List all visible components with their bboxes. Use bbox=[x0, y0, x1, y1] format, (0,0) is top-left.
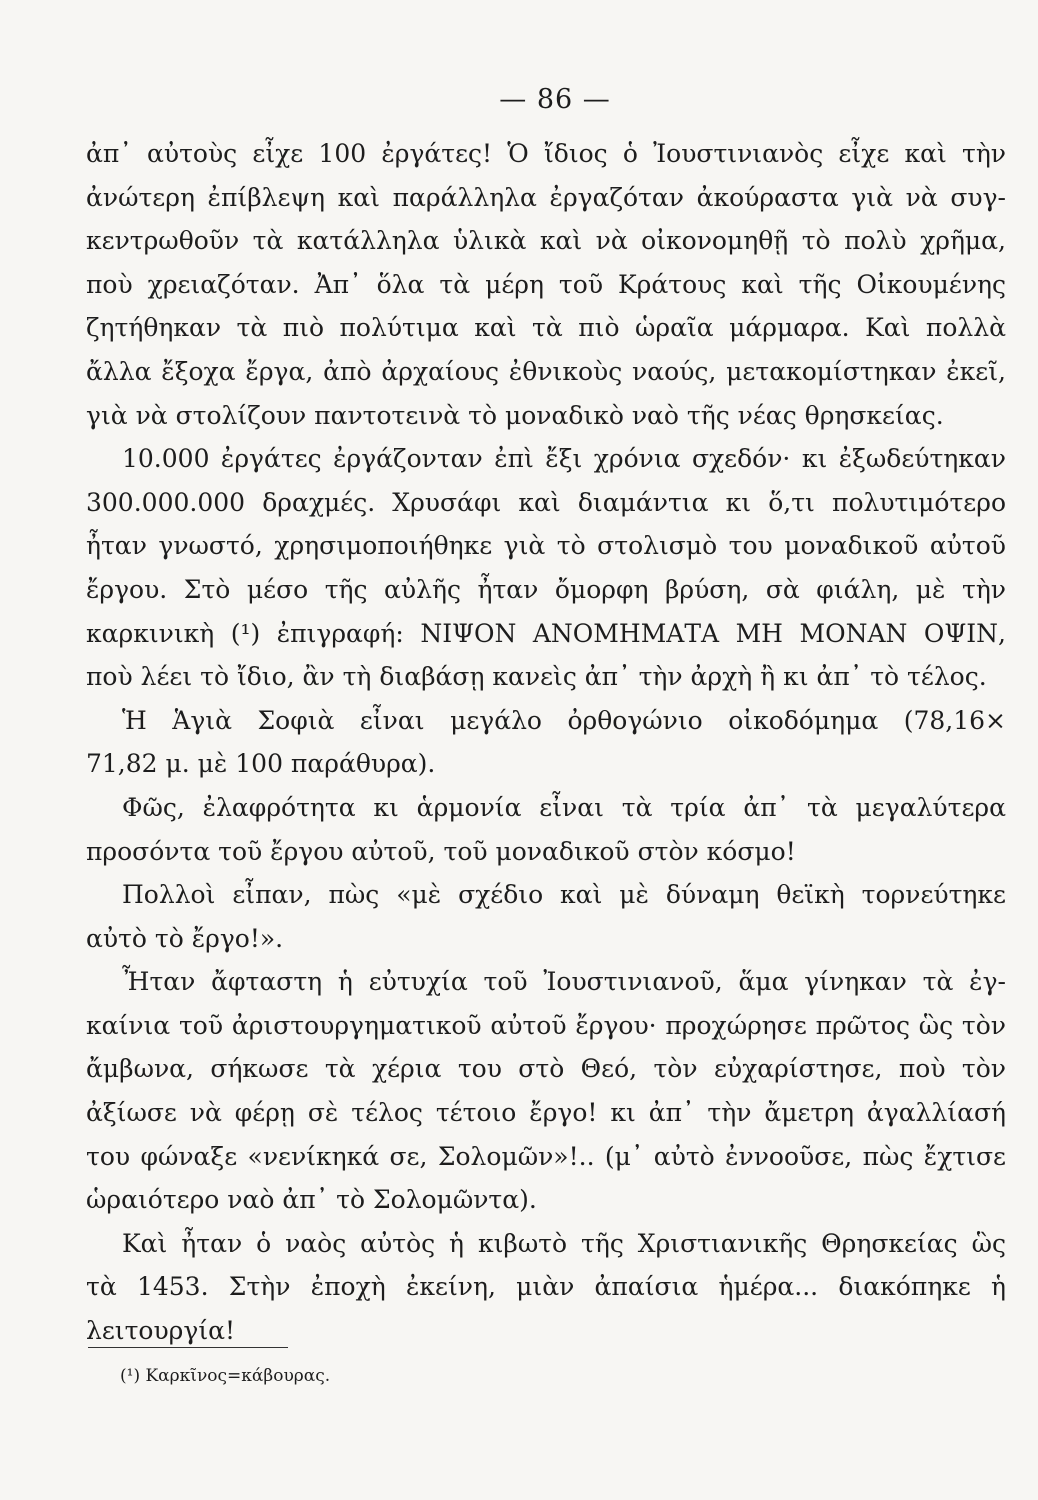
page-number: — 86 — bbox=[499, 84, 611, 115]
footnote: (¹) Καρκῖνος=κάβουρας. bbox=[120, 1366, 331, 1386]
text-line: αὐτὸ τὸ ἔργο!». bbox=[86, 923, 284, 953]
text-line: Καὶ ἦταν ὁ ναὸς αὐτὸς ἡ κιβωτὸ τῆς Χριστιανικῆς Θρησκείας ὣς bbox=[122, 1228, 1006, 1258]
text-line: γιὰ νὰ στολίζουν παντοτεινὰ τὸ μοναδικὸ ναὸ τῆς νέας θρησκείας. bbox=[86, 400, 944, 430]
text-line: 300.000.000 δραχμές. Χρυσάφι καὶ διαμάντια κι ὅ,τι πολυτιμότερο bbox=[86, 487, 1006, 517]
text-line: ἦταν γνωστό, χρησιμοποιήθηκε γιὰ τὸ στολισμὸ του μοναδικοῦ αὐτοῦ bbox=[86, 531, 1006, 561]
text-line: Ἡ Ἁγιὰ Σοφιὰ εἶναι μεγάλο ὀρθογώνιο οἰκοδόμημα (78,16× bbox=[122, 705, 1006, 735]
text-line: Ἦταν ἄφταστη ἡ εὐτυχία τοῦ Ἰουστινιανοῦ, ἅμα γίνηκαν τὰ ἐγ- bbox=[122, 967, 1006, 997]
text-line: του φώναξε «νενίκηκά σε, Σολομῶν»!.. (μ᾽ αὐτὸ ἐννοοῦσε, πὼς ἔχτισε bbox=[86, 1141, 1006, 1171]
text-line: λειτουργία! bbox=[86, 1316, 236, 1346]
text-line: καίνια τοῦ ἀριστουργηματικοῦ αὐτοῦ ἔργου· προχώρησε πρῶτος ὣς τὸν bbox=[86, 1010, 1006, 1040]
text-line: ποὺ λέει τὸ ἴδιο, ἂν τὴ διαβάσῃ κανεὶς ἀπ᾽ τὴν ἀρχὴ ἢ κι ἀπ᾽ τὸ τέλος. bbox=[86, 662, 987, 692]
text-line: προσόντα τοῦ ἔργου αὐτοῦ, τοῦ μοναδικοῦ στὸν κόσμο! bbox=[86, 836, 796, 866]
text-line: ἄλλα ἔξοχα ἔργα, ἀπὸ ἀρχαίους ἐθνικοὺς ναούς, μετακομίστηκαν ἐκεῖ, bbox=[86, 356, 1006, 386]
text-line: Φῶς, ἐλαφρότητα κι ἁρμονία εἶναι τὰ τρία ἀπ᾽ τὰ μεγαλύτερα bbox=[122, 792, 1006, 822]
text-line: 10.000 ἐργάτες ἐργάζονταν ἐπὶ ἔξι χρόνια σχεδόν· κι ἐξωδεύτηκαν bbox=[122, 444, 1006, 474]
text-line: ἀπ᾽ αὐτοὺς εἶχε 100 ἐργάτες! Ὁ ἴδιος ὁ Ἰουστινιανὸς εἶχε καὶ τὴν bbox=[86, 139, 1006, 168]
text-line: ὡραιότερο ναὸ ἀπ᾽ τὸ Σολομῶντα). bbox=[86, 1185, 537, 1215]
text-line: καρκινικὴ (¹) ἐπιγραφή: ΝΙΨΟΝ ΑΝΟΜΗΜΑΤΑ ΜΗ ΜΟΝΑΝ ΟΨΙΝ, bbox=[86, 618, 1006, 648]
text-line: τὰ 1453. Στὴν ἐποχὴ ἐκείνη, μιὰν ἀπαίσια ἡμέρα... διακόπηκε ἡ bbox=[86, 1272, 1006, 1302]
footnote-divider bbox=[88, 1347, 288, 1348]
text-line: ἀξίωσε νὰ φέρῃ σὲ τέλος τέτοιο ἔργο! κι ἀπ᾽ τὴν ἄμετρη ἀγαλλίασή bbox=[86, 1098, 1006, 1128]
text-line: Πολλοὶ εἶπαν, πὼς «μὲ σχέδιο καὶ μὲ δύναμη θεϊκὴ τορνεύτηκε bbox=[122, 880, 1006, 910]
text-line: ποὺ χρειαζόταν. Ἀπ᾽ ὅλα τὰ μέρη τοῦ Κράτους καὶ τῆς Οἰκουμένης bbox=[86, 269, 1006, 299]
text-line: ζητήθηκαν τὰ πιὸ πολύτιμα καὶ τὰ πιὸ ὡραῖα μάρμαρα. Καὶ πολλὰ bbox=[86, 313, 1006, 343]
text-line: κεντρωθοῦν τὰ κατάλληλα ὑλικὰ καὶ νὰ οἰκονομηθῇ τὸ πολὺ χρῆμα, bbox=[86, 226, 1006, 256]
text-line: 71,82 μ. μὲ 100 παράθυρα). bbox=[86, 749, 436, 779]
text-line: ἀνώτερη ἐπίβλεψη καὶ παράλληλα ἐργαζόταν ἀκούραστα γιὰ νὰ συγ- bbox=[86, 182, 1006, 212]
text-line: ἔργου. Στὸ μέσο τῆς αὐλῆς ἦταν ὄμορφη βρύση, σὰ φιάλη, μὲ τὴν bbox=[86, 574, 1006, 604]
text-line: ἄμβωνα, σήκωσε τὰ χέρια του στὸ Θεό, τὸν εὐχαρίστησε, ποὺ τὸν bbox=[86, 1054, 1006, 1084]
body-text bbox=[86, 132, 1006, 1353]
